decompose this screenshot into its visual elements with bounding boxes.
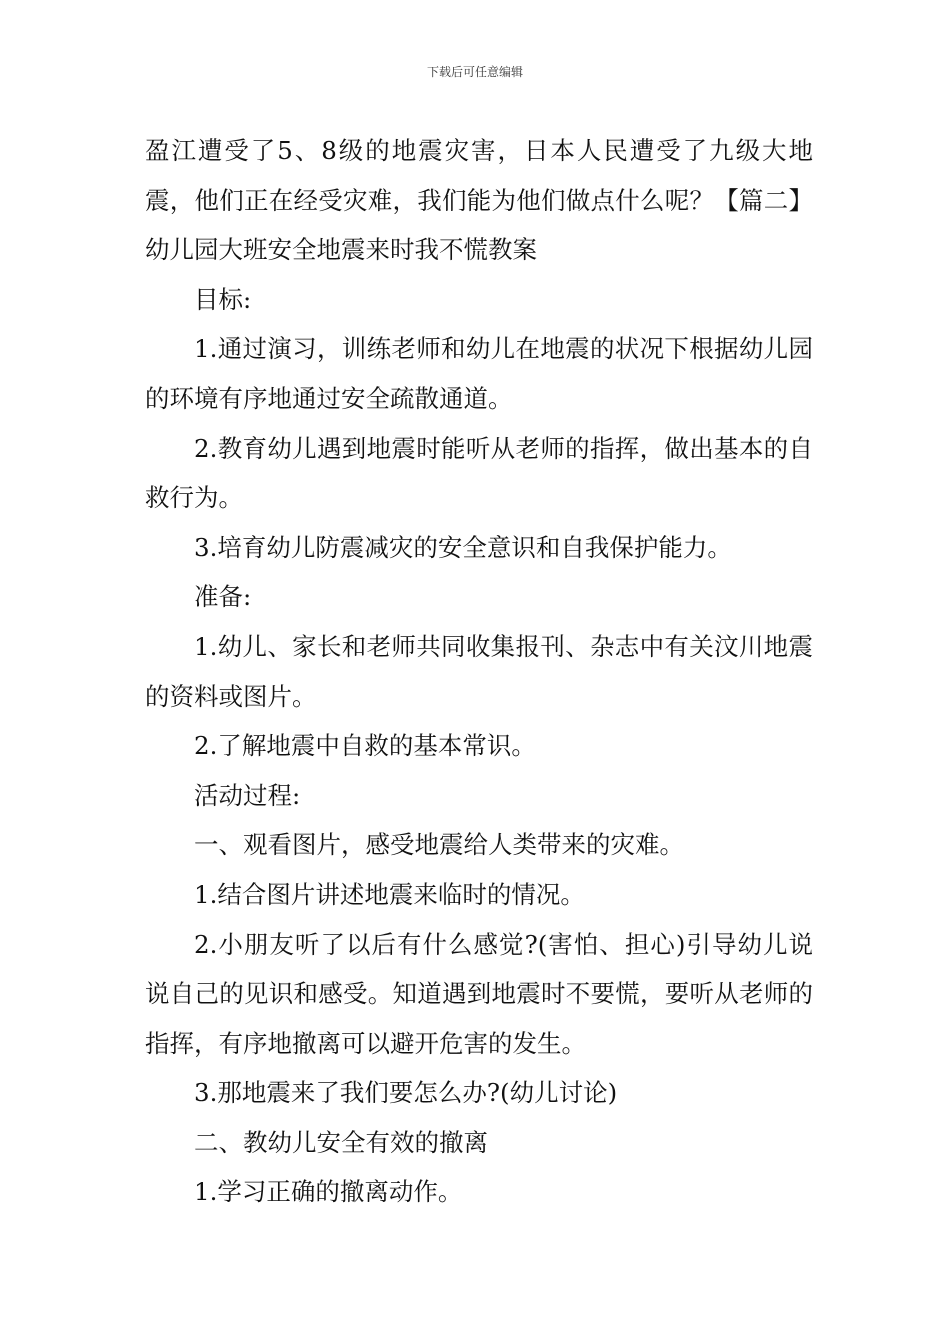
paragraph-12: 2.小朋友听了以后有什么感觉?(害怕、担心)引导幼儿说说自己的见识和感受。知道遇到地震时不要慌，要听从老师的指挥，有序地撤离可以避开危害的发生。 (145, 929, 813, 1058)
paragraph-7: 1.幼儿、家长和老师共同收集报刊、杂志中有关汶川地震的资料或图片。 (145, 631, 813, 711)
paragraph-14: 二、教幼儿安全有效的撤离 (194, 1127, 488, 1157)
paragraph-11: 1.结合图片讲述地震来临时的情况。 (194, 879, 585, 909)
paragraph-1: 盈江遭受了5、8级的地震灾害，日本人民遭受了九级大地震，他们正在经受灾难，我们能为他们做点什么呢？【篇二】幼儿园大班安全地震来时我不慌教案 (145, 136, 813, 265)
paragraph-15: 1.学习正确的撤离动作。 (194, 1177, 463, 1207)
paragraph-9: 活动过程: (194, 780, 301, 810)
paragraph-2: 目标: (194, 284, 252, 314)
paragraph-10: 一、观看图片，感受地震给人类带来的灾难。 (194, 830, 684, 860)
paragraph-5: 3.培育幼儿防震减灾的安全意识和自我保护能力。 (194, 532, 732, 562)
paragraph-3: 1.通过演习，训练老师和幼儿在地震的状况下根据幼儿园的环境有序地通过安全疏散通道。 (145, 334, 813, 413)
page-header-note: 下载后可任意编辑 (426, 65, 523, 79)
paragraph-13: 3.那地震来了我们要怎么办?(幼儿讨论) (194, 1078, 618, 1108)
paragraph-4: 2.教育幼儿遇到地震时能听从老师的指挥，做出基本的自救行为。 (145, 433, 813, 513)
paragraph-8: 2.了解地震中自救的基本常识。 (194, 731, 536, 761)
document-body (145, 126, 813, 1217)
paragraph-6: 准备: (194, 582, 252, 612)
